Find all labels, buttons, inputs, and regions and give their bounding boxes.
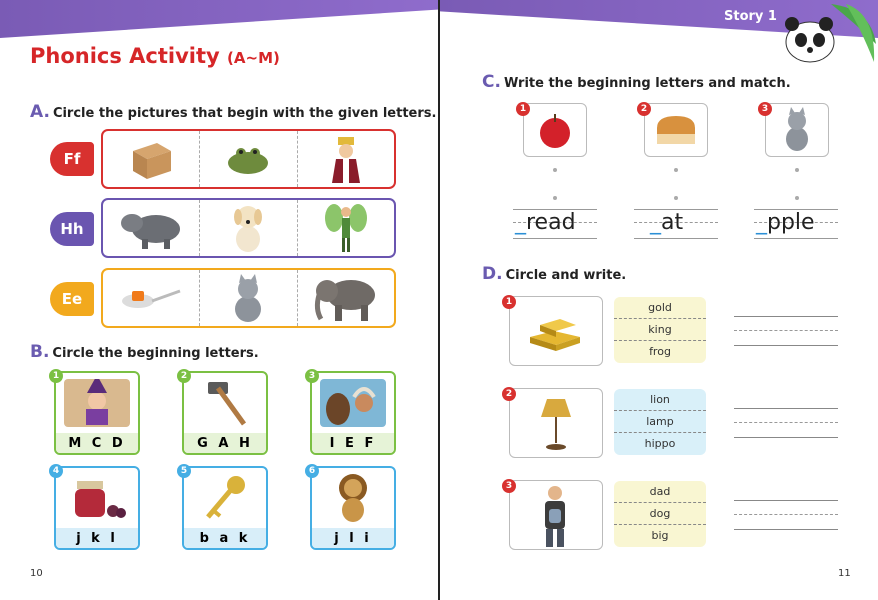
- card-number-5: 5: [177, 464, 191, 478]
- letter-tag-hh: Hh: [50, 212, 94, 246]
- page-number-left: 10: [30, 568, 43, 579]
- match-dot[interactable]: [795, 196, 799, 200]
- option-word[interactable]: gold: [614, 297, 706, 319]
- options-2: [614, 389, 706, 455]
- letter-card-6: j l i: [310, 466, 396, 550]
- elephant-icon: [311, 273, 381, 323]
- lamp-picture: [509, 388, 603, 458]
- page-title: Phonics Activity (A~M): [30, 44, 280, 68]
- word-read[interactable]: _read: [515, 210, 576, 235]
- picture-cell[interactable]: [200, 270, 297, 326]
- card-number-2: 2: [177, 369, 191, 383]
- section-b-heading: B. Circle the beginning letters.: [30, 342, 259, 362]
- apple-picture: [523, 103, 587, 157]
- write-line[interactable]: [734, 500, 838, 501]
- option-word[interactable]: big: [651, 529, 669, 542]
- write-line[interactable]: [734, 422, 838, 423]
- word-pple[interactable]: _pple: [756, 210, 815, 235]
- write-line[interactable]: [734, 345, 838, 346]
- picture-cell[interactable]: [200, 131, 297, 187]
- letter-card-2: G A H: [182, 371, 268, 455]
- c-number-1: 1: [516, 102, 530, 116]
- word-at[interactable]: _at: [650, 210, 684, 235]
- d-number-1: 1: [502, 295, 516, 309]
- card-number-4: 4: [49, 464, 63, 478]
- match-dot[interactable]: [795, 168, 799, 172]
- dad-picture: [509, 480, 603, 550]
- letter-card-3: I E F: [310, 371, 396, 455]
- options-1: [614, 297, 706, 363]
- row-ff: [101, 129, 396, 189]
- cat-icon: [779, 107, 815, 153]
- picture-cell[interactable]: [298, 200, 394, 256]
- letter-tag-ee: Ee: [50, 282, 94, 316]
- egg-spoon-icon: [118, 283, 184, 313]
- match-dot[interactable]: [674, 196, 678, 200]
- cat-icon: [228, 273, 268, 323]
- write-line[interactable]: [734, 408, 838, 409]
- indian-horse-icon: [320, 379, 386, 427]
- option-word[interactable]: dad: [614, 481, 706, 503]
- gold-icon: [524, 309, 588, 353]
- bread-picture: [644, 103, 708, 157]
- story-label: Story 1: [724, 9, 777, 24]
- jam-icon: [67, 475, 127, 521]
- match-dot[interactable]: [553, 168, 557, 172]
- d-number-2: 2: [502, 387, 516, 401]
- card-number-6: 6: [305, 464, 319, 478]
- picture-cell[interactable]: [298, 270, 394, 326]
- letter-card-5: b a k: [182, 466, 268, 550]
- card-number-1: 1: [49, 369, 63, 383]
- page-number-right: 11: [838, 568, 851, 579]
- option-word[interactable]: frog: [649, 345, 671, 358]
- section-a-heading: A. Circle the pictures that begin with the given letters.: [30, 102, 437, 122]
- write-line[interactable]: [734, 529, 838, 530]
- key-icon: [200, 473, 250, 523]
- write-line[interactable]: [734, 437, 838, 438]
- box-icon: [127, 137, 175, 181]
- gold-picture: [509, 296, 603, 366]
- section-c-heading: C. Write the beginning letters and match.: [482, 72, 791, 92]
- write-line[interactable]: [734, 316, 838, 317]
- book-spine: [438, 0, 440, 600]
- king-icon: [326, 135, 366, 183]
- match-dot[interactable]: [674, 168, 678, 172]
- lion-icon: [330, 472, 376, 524]
- row-ee: [101, 268, 396, 328]
- options-3: [614, 481, 706, 547]
- axe-icon: [200, 378, 250, 428]
- section-d-heading: D. Circle and write.: [482, 264, 627, 284]
- cat-picture: [765, 103, 829, 157]
- panda-icon: [776, 4, 876, 66]
- picture-cell[interactable]: [103, 200, 200, 256]
- option-word[interactable]: lamp: [614, 411, 706, 433]
- guide-line: [754, 238, 838, 239]
- dad-icon: [531, 483, 581, 547]
- guide-line: [513, 238, 597, 239]
- bread-icon: [653, 112, 699, 148]
- letter-tag-ff: Ff: [50, 142, 94, 176]
- option-word[interactable]: dog: [614, 503, 706, 525]
- picture-cell[interactable]: [103, 270, 200, 326]
- dog-icon: [230, 203, 266, 253]
- d-number-3: 3: [502, 479, 516, 493]
- magician-icon: [64, 379, 130, 427]
- option-word[interactable]: hippo: [644, 437, 676, 450]
- write-line[interactable]: [734, 330, 838, 331]
- guide-line: [634, 238, 718, 239]
- apple-icon: [535, 110, 575, 150]
- match-dot[interactable]: [553, 196, 557, 200]
- lamp-icon: [533, 393, 579, 453]
- picture-cell[interactable]: [298, 131, 394, 187]
- option-word[interactable]: lion: [614, 389, 706, 411]
- option-word[interactable]: king: [614, 319, 706, 341]
- c-number-2: 2: [637, 102, 651, 116]
- frog-icon: [223, 141, 273, 177]
- top-banner-left: [0, 0, 439, 38]
- picture-cell[interactable]: [200, 200, 297, 256]
- card-number-3: 3: [305, 369, 319, 383]
- c-number-3: 3: [758, 102, 772, 116]
- hippo-icon: [120, 207, 182, 249]
- fairy-icon: [324, 202, 368, 254]
- write-line[interactable]: [734, 514, 838, 515]
- letter-card-1: M C D: [54, 371, 140, 455]
- letter-card-4: j k l: [54, 466, 140, 550]
- picture-cell[interactable]: [103, 131, 200, 187]
- row-hh: [101, 198, 396, 258]
